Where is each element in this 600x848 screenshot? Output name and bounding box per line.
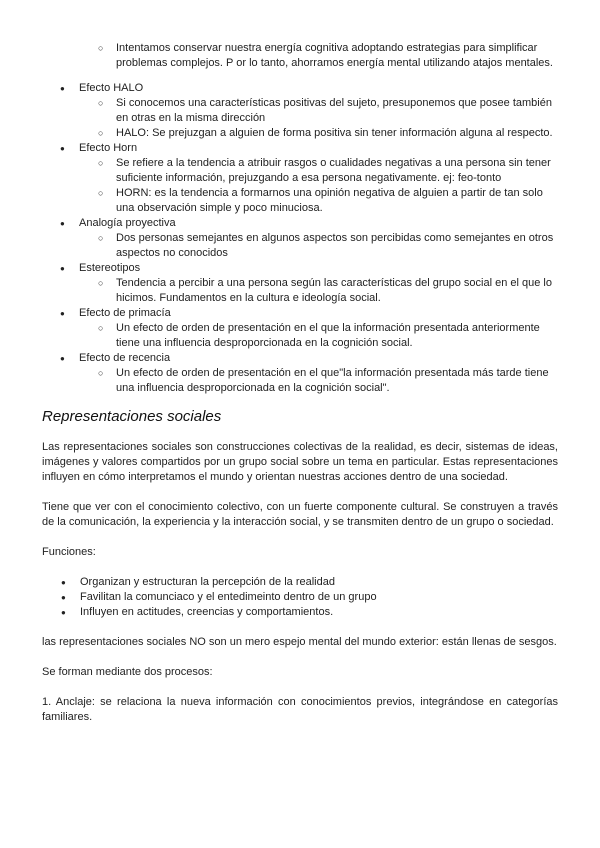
effect-primacia-sub-1: ○ Un efecto de orden de presentación en el que la información presentada anteriormente tiene una influencia desproporcionada en la cognición social. xyxy=(0,321,600,351)
effects-list xyxy=(0,41,600,396)
effect-horn-sub-2: ○ HORN: es la tendencia a formarnos una opinión negativa de alguien a partir de tan solo una observación simple y poco minuciosa. xyxy=(0,186,600,216)
paragraph-biases: las representaciones sociales NO son un mero espejo mental del mundo exterior: están llenas de sesgos. xyxy=(42,636,557,648)
paragraph-processes-intro: Se forman mediante dos procesos: xyxy=(42,666,213,678)
effect-analogia: ● Analogía proyectiva xyxy=(0,216,600,231)
paragraph-collective-knowledge: Tiene que ver con el conocimiento colectivo, con un fuerte componente cultural. Se construyen a través de la comunicación, la experiencia y la interacción social, y se transmiten dentro de un grupo o sociedad. xyxy=(42,501,558,528)
functions-label: Funciones: xyxy=(42,546,96,558)
effect-recencia: ● Efecto de recencia xyxy=(0,351,600,366)
effect-halo: ● Efecto HALO xyxy=(0,81,600,96)
continuation-sub-item: ○ Intentamos conservar nuestra energía cognitiva adoptando estrategias para simplificar problemas complejos. P or lo tanto, ahorramos energía mental utilizando atajos mentales. xyxy=(0,41,600,71)
effect-primacia: ● Efecto de primacía xyxy=(0,306,600,321)
effect-estereotipos-sub-1: ○ Tendencia a percibir a una persona según las características del grupo social en el que lo hicimos. Fundamentos en la cultura e ideología social. xyxy=(0,276,600,306)
effect-recencia-sub-1: ○ Un efecto de orden de presentación en el que"la información presentada más tarde tiene una influencia desproporcionada en la cognición social". xyxy=(0,366,600,396)
function-item: ● Favilitan la comunciaco y el entedimeinto dentro de un grupo xyxy=(42,590,558,605)
section-body xyxy=(42,440,558,740)
paragraph-anclaje: 1. Anclaje: se relaciona la nueva información con conocimientos previos, integrándose en categorías familiares. xyxy=(42,696,558,723)
effect-halo-sub-1: ○ Si conocemos una características positivas del sujeto, presuponemos que posee también en otras en la misma dirección xyxy=(0,96,600,126)
section-title: Representaciones sociales xyxy=(42,408,222,425)
functions-list xyxy=(42,575,558,620)
paragraph-definition: Las representaciones sociales son construcciones colectivas de la realidad, es decir, sistemas de ideas, imágenes y valores compartidos por un grupo social sobre un tema en particular. Estas representaciones influyen en cómo interpretamos el mundo y orientan nuestras acciones dentro de una sociedad. xyxy=(42,441,558,483)
effect-estereotipos: ● Estereotipos xyxy=(0,261,600,276)
function-item: ● Influyen en actitudes, creencias y comportamientos. xyxy=(42,605,558,620)
effect-halo-sub-2: ○ HALO: Se prejuzgan a alguien de forma positiva sin tener información alguna al respecto. xyxy=(0,126,600,141)
effect-horn-sub-1: ○ Se refiere a la tendencia a atribuir rasgos o cualidades negativas a una persona sin tener suficiente información, prejuzgando a esa persona negativamente. ej: feo-tonto xyxy=(0,156,600,186)
function-item: ● Organizan y estructuran la percepción de la realidad xyxy=(42,575,558,590)
effect-analogia-sub-1: ○ Dos personas semejantes en algunos aspectos son percibidas como semejantes en otros aspectos no conocidos xyxy=(0,231,600,261)
effect-horn: ● Efecto Horn xyxy=(0,141,600,156)
